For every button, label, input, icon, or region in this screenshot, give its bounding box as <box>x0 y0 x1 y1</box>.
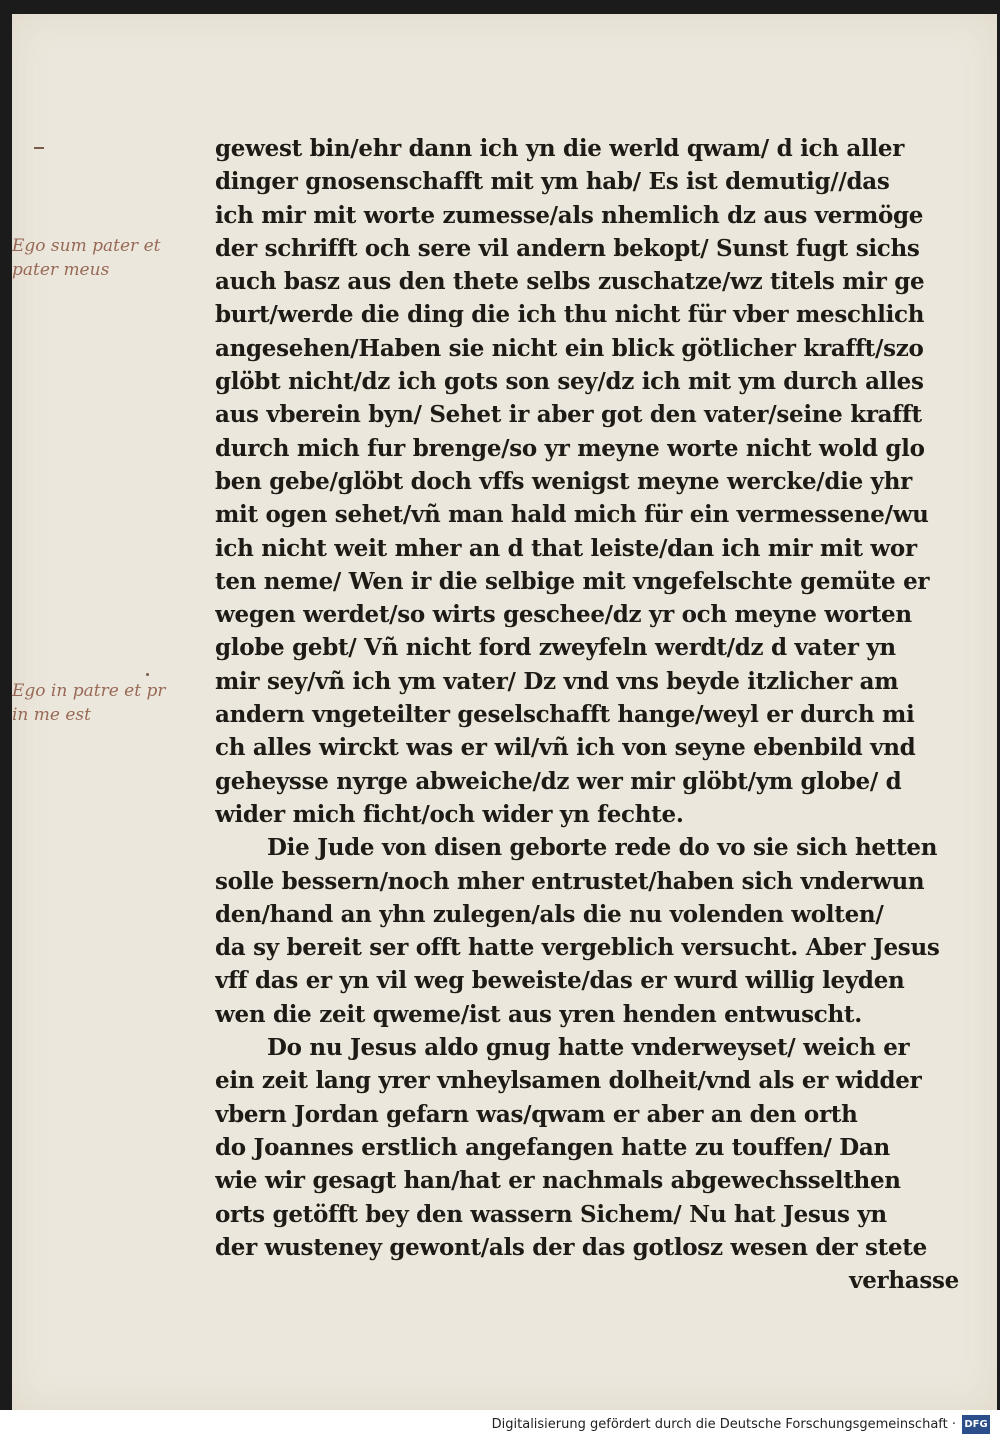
text-line: vbern Jordan gefarn was/qwam er aber an den orth <box>215 1100 858 1128</box>
text-line: geheysse nyrge abweiche/dz wer mir glöbt/ym globe/ d <box>215 767 902 795</box>
text-line: wegen werdet/so wirts geschee/dz yr och meyne worten <box>215 601 912 629</box>
text-line: andern vngeteilter geselschafft hange/weyl er durch mi <box>215 701 915 729</box>
text-line: wider mich ficht/och wider yn fechte. <box>215 800 684 828</box>
book-page <box>12 14 997 1410</box>
text-line: ich nicht weit mher an d that leiste/dan ich mir mit wor <box>215 534 917 562</box>
funding-credit: Digitalisierung gefördert durch die Deutsche Forschungsgemeinschaft · <box>491 1417 956 1432</box>
text-line: durch mich fur brenge/so yr meyne worte nicht wold glo <box>215 434 925 462</box>
margin-dot-mark <box>146 673 149 676</box>
text-line: Die Jude von disen geborte rede do vo sie sich hetten <box>267 834 938 862</box>
main-text-block <box>215 132 967 1297</box>
text-line: ben gebe/glöbt doch vffs wenigst meyne wercke/die yhr <box>215 467 912 495</box>
text-line: Do nu Jesus aldo gnug hatte vnderweyset/ weich er <box>267 1034 910 1062</box>
text-line: vff das er yn vil weg beweiste/das er wurd willig leyden <box>215 967 905 995</box>
text-line: da sy bereit ser offt hatte vergeblich versucht. Aber Jesus <box>215 934 940 962</box>
text-line: den/hand an yhn zulegen/als die nu volenden wolten/ <box>215 900 884 928</box>
text-line: auch basz aus den thete selbs zuschatze/wz titels mir ge <box>215 268 925 296</box>
footer-bar <box>0 1410 1000 1441</box>
text-line: ich mir mit worte zumesse/als nhemlich dz aus vermöge <box>215 201 924 229</box>
text-line: mit ogen sehet/vñ man hald mich für ein vermessene/wu <box>215 501 929 529</box>
text-line: wie wir gesagt han/hat er nachmals abgewechsselthen <box>215 1167 901 1195</box>
text-line: angesehen/Haben sie nicht ein blick götlicher krafft/szo <box>215 334 924 362</box>
text-line: dinger gnosenschafft mit ym hab/ Es ist demutig//das <box>215 168 890 196</box>
marginal-note-1: Ego sum pater et pater meus <box>12 236 161 280</box>
text-line: ten neme/ Wen ir die selbige mit vngefelschte gemüte er <box>215 567 930 595</box>
text-line: do Joannes erstlich angefangen hatte zu touffen/ Dan <box>215 1133 890 1161</box>
text-line: globe gebt/ Vñ nicht ford zweyfeln werdt/dz d vater yn <box>215 634 896 662</box>
margin-dash-mark <box>34 147 44 149</box>
dfg-logo: DFG <box>962 1415 990 1434</box>
text-line: aus vberein byn/ Sehet ir aber got den vater/seine krafft <box>215 401 922 429</box>
text-line: orts getöfft bey den wassern Sichem/ Nu hat Jesus yn <box>215 1200 887 1228</box>
text-line: der schrifft och sere vil andern bekopt/ Sunst fugt sichs <box>215 234 920 262</box>
text-line: solle bessern/noch mher entrustet/haben sich vnderwun <box>215 867 925 895</box>
text-line: wen die zeit qweme/ist aus yren henden entwuscht. <box>215 1000 862 1028</box>
text-line: der wusteney gewont/als der das gotlosz wesen der stete <box>215 1233 927 1261</box>
text-line: ein zeit lang yrer vnheylsamen dolheit/vnd als er widder <box>215 1067 922 1095</box>
text-line: glöbt nicht/dz ich gots son sey/dz ich mit ym durch alles <box>215 368 924 396</box>
marginal-note-2: Ego in patre et pr in me est <box>12 681 166 725</box>
text-line: burt/werde die ding die ich thu nicht für vber meschlich <box>215 301 925 329</box>
text-line: mir sey/vñ ich ym vater/ Dz vnd vns beyde itzlicher am <box>215 667 899 695</box>
text-line: ch alles wirckt was er wil/vñ ich von seyne ebenbild vnd <box>215 734 916 762</box>
catchword: verhasse <box>849 1267 959 1295</box>
text-line: gewest bin/ehr dann ich yn die werld qwam/ d ich aller <box>215 135 905 162</box>
